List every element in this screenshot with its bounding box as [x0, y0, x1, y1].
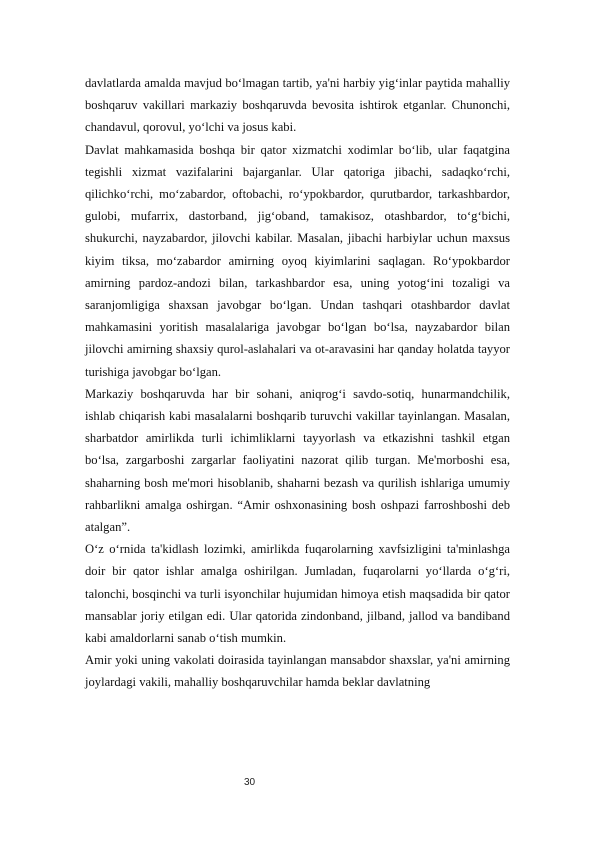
page-number: 30 — [244, 777, 256, 788]
paragraph-3: Markaziy boshqaruvda har bir sohani, aniqrogʻi savdo-sotiq, hunarmandchilik, ishlab chiqarish kabi masalalarni boshqarib turuvchi vakillar tayinlangan. Masalan, sharbatdor amirlikda turli ichimliklarni tayyorlash va etkazishni tashkil etgan boʻlsa, zargarboshi zargarlar faoliyatini nazorat qilib turgan. Me'morboshi esa, shaharning bosh me'mori hisoblanib, shaharni bezash va qurilish ishlariga umumiy rahbarlikni amalga oshirgan. “Amir oshxonasining bosh oshpazi farroshboshi deb atalgan”. — [85, 386, 510, 535]
paragraph-2: Davlat mahkamasida boshqa bir qator xizmatchi xodimlar boʻlib, ular faqatgina tegishli xizmat vazifalarini bajarganlar. Ular qatoriga jibachi, sadaqkoʻrchi, qilichkoʻrchi, moʻzabardor, oftobachi, roʻypokbardor, qurutbardor, tarkashbardor, gulobi, mufarrix, dastorband, jigʻoband, tamakisoz, otashbardor, toʻgʻbichi, shukurchi, nayzabardor, jilovchi kabilar. Masalan, jibachi harbiylar uchun maxsus kiyim tiksa, moʻzabardor amirning oyoq kiyimlarini saqlagan. Roʻypokbardor amirning pardoz-andozi bilan, tarkashbardor esa, uning yotogʻini tozaligi va saranjomligiga shaxsan javobgar boʻlgan. Undan tashqari otashbardor davlat mahkamasini yoritish masalalariga javobgar boʻlgan boʻlsa, nayzabardor bilan jilovchi amirning shaxsiy qurol-aslahalari va ot-aravasini har qanday holatda tayyor turishiga javobgar boʻlgan. — [85, 142, 510, 379]
paragraph-5: Amir yoki uning vakolati doirasida tayinlangan mansabdor shaxslar, ya'ni amirning joylardagi vakili, mahalliy boshqaruvchilar hamda beklar davlatning — [85, 653, 510, 690]
paragraph-1: davlatlarda amalda mavjud boʻlmagan tartib, ya'ni harbiy yigʻinlar paytida mahalliy boshqaruv vakillari markaziy boshqaruvda bevosita ishtirok etganlar. Chunonchi, chandavul, qorovul, yoʻlchi va josus kabi. — [85, 76, 510, 135]
paragraph-4: Oʻz oʻrnida ta'kidlash lozimki, amirlikda fuqarolarning xavfsizligini ta'minlashga doir bir qator ishlar amalga oshirilgan. Jumladan, fuqarolarni yoʻllarda oʻgʻri, talonchi, bosqinchi va turli isyonchilar hujumidan himoya etish maqsadida bir qator mansablar joriy etilgan edi. Ular qatorida zindonband, jilband, jallod va bandiband kabi amaldorlarni sanab oʻtish mumkin. — [85, 542, 510, 646]
body-text — [85, 72, 510, 694]
